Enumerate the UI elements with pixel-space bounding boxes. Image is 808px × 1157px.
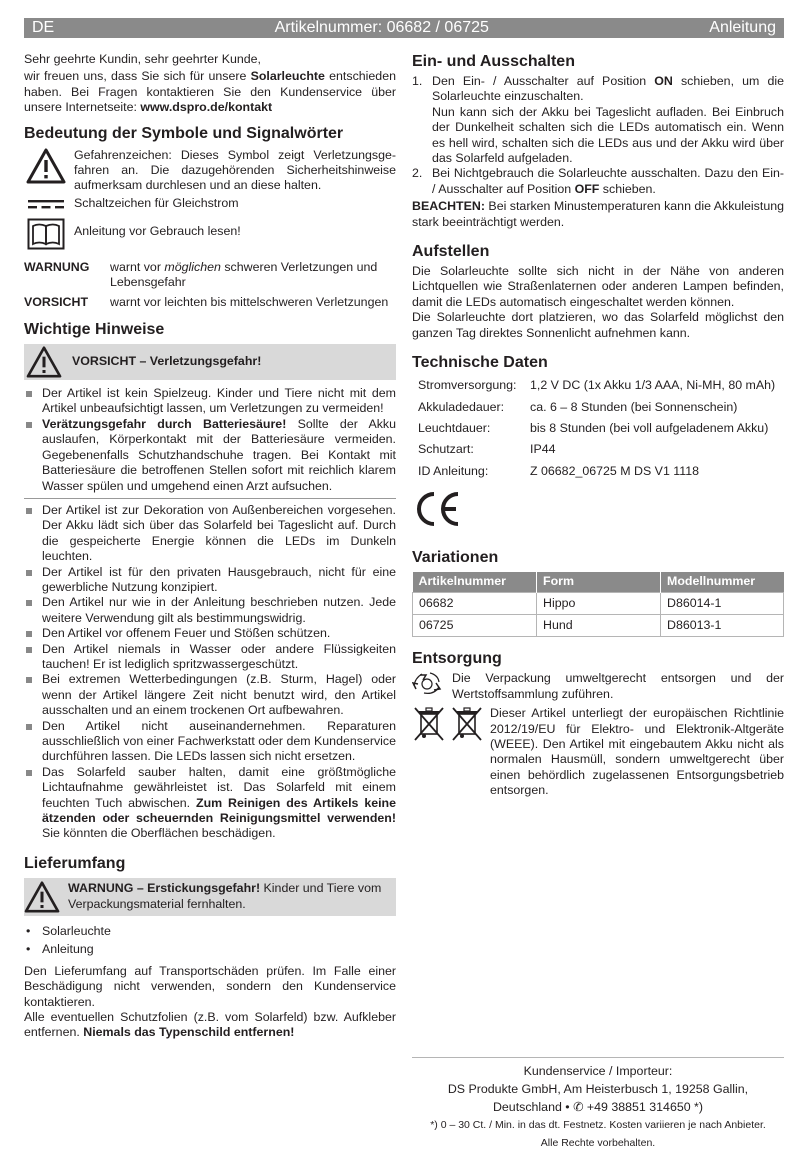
footer-line: DS Produkte GmbH, Am Heisterbusch 1, 19258 Gallin, <box>447 1082 749 1096</box>
onoff-steps <box>412 74 784 197</box>
scope-heading: Lieferumfang <box>24 854 126 872</box>
intro-text-1: wir freuen uns, dass Sie sich für unsere <box>24 69 251 84</box>
symbol-dc-row <box>24 196 396 212</box>
step2-text-2: schieben. <box>599 181 656 196</box>
tech-key: ID Anleitung: <box>418 463 489 478</box>
intro-paragraph <box>24 69 396 115</box>
read-manual-icon <box>24 218 68 250</box>
column-header: Form <box>537 572 661 592</box>
scope-p2-text: Alle eventuellen Schutzfolien (z.B. vom Solarfeld) bzw. Aufkleber entfernen. <box>24 1010 396 1040</box>
cleaning-text-2: Sie könnten die Oberflächen beschädigen. <box>42 826 276 841</box>
setup-heading: Aufstellen <box>412 243 490 261</box>
weee-text: Dieser Artikel unterliegt der europäischen Richtlinie 2012/19/EU für Elektro- und Elektronik-Altgeräte (WEEE). Den Artikel mit eingebautem Akku nicht als normalen Hausmüll, sondern umweltgerecht über einen behördlich zugelassenen Entsorgungsbetrieb entsorgen. <box>490 706 784 798</box>
tech-table <box>418 375 775 482</box>
intro-text-2: entschieden haben. Bei Fragen kontaktieren Sie den Kundenservice über unsere Internetseite: <box>24 69 396 115</box>
cleaning-text-1: Das Solarfeld sauber halten, damit eine größtmögliche Lichtaufnahme gewährleistet ist. Das Solarfeld mit einem feuchten Tuch abwischen. <box>42 764 396 810</box>
disposal-heading: Entsorgung <box>412 650 502 668</box>
cleaning-text-bold: Zum Reinigen des Artikels keine ätzenden oder scheuernden Reinigungsmittel verwenden! <box>42 795 397 826</box>
caution-bar-text: VORSICHT – Verletzungsgefahr! <box>72 354 262 369</box>
signal-warning-key: WARNUNG <box>24 259 90 274</box>
ce-mark-icon <box>414 490 784 530</box>
table-row <box>418 375 775 396</box>
variations-table <box>412 572 784 637</box>
note-text: Bei starken Minustemperaturen kann die Akkuleistung stark beeinträchtigt werden. <box>412 199 784 229</box>
warning-bar-text <box>68 881 396 912</box>
warning-triangle-icon <box>24 346 64 378</box>
symbol-manual-row <box>24 218 396 250</box>
table-row <box>418 418 775 439</box>
symbol-dc-text: Schaltzeichen für Gleichstrom <box>74 195 239 210</box>
list-item <box>412 166 784 197</box>
warning-triangle-icon <box>24 881 60 913</box>
table-header-row <box>413 572 784 592</box>
signal-warning-row <box>24 260 396 291</box>
setup-paragraph-2: Die Solarleuchte dort platzieren, wo das Solarfeld möglichst den ganzen Tag direktes Sonnenlicht aufnehmen kann. <box>412 310 784 340</box>
table-cell: 06682 <box>413 592 537 614</box>
contact-url[interactable]: www.dspro.de/kontakt <box>140 100 273 115</box>
step1-text-2: schieben, um die Solarleuchte einzuschalten. <box>432 74 784 104</box>
tech-value: bis 8 Stunden (bei voll aufgeladenem Akku) <box>530 420 769 435</box>
scope-p2-bold: Niemals das Typenschild entfernen! <box>83 1025 295 1040</box>
warn-text-2: schweren Verletzungen und Lebensgefahr <box>110 259 378 290</box>
caution-bar <box>24 344 396 380</box>
footer-phone-line <box>412 1098 784 1116</box>
signal-warning-text <box>110 260 396 291</box>
table-row <box>418 461 775 482</box>
list-item: Der Artikel ist zur Dekoration von Außenbereichen vorgesehen. Der Akku lädt sich über das Solarfeld bei Tageslicht auf. Durch die gespeicherte Energie können die LEDs im Dunkeln leuchten. <box>24 503 396 565</box>
column-header: Modellnummer <box>661 572 784 592</box>
direct-current-icon <box>24 196 68 212</box>
intro-greeting: Sehr geehrte Kundin, sehr geehrter Kunde, <box>24 52 261 66</box>
hints-list-2 <box>24 503 396 842</box>
hints-list-1 <box>24 386 396 494</box>
list-item: • Anleitung <box>24 940 396 958</box>
table-row <box>413 592 784 614</box>
language-code: DE <box>32 19 55 37</box>
signal-caution-key: VORSICHT <box>24 294 89 309</box>
table-cell: D86014-1 <box>661 592 784 614</box>
scope-paragraph-1: Den Lieferumfang auf Transportschäden prüfen. Im Falle einer Beschädigung nicht verwenden, sondern den Kundenservice kontaktieren. <box>24 963 396 1009</box>
table-cell: D86013-1 <box>661 614 784 636</box>
packaging-text: Die Verpackung umweltgerecht entsorgen und der Wertstoffsammlung zuführen. <box>452 671 784 701</box>
right-column <box>412 52 784 799</box>
table-row <box>413 614 784 636</box>
onoff-heading: Ein- und Ausschalten <box>412 53 575 70</box>
left-column <box>24 52 396 1041</box>
step1-on: ON <box>654 74 673 88</box>
warning-triangle-icon <box>24 148 68 184</box>
weee-row <box>412 706 784 798</box>
divider <box>24 498 396 499</box>
list-item: Der Artikel ist für den privaten Hausgebrauch, nicht für eine gewerbliche Nutzung konzipiert. <box>24 565 396 596</box>
suffocation-bold: WARNUNG – Erstickungsgefahr! <box>68 881 261 896</box>
packaging-row <box>412 671 784 702</box>
symbols-heading: Bedeutung der Symbole und Signalwörter <box>24 124 344 142</box>
warn-text-1: warnt vor <box>110 259 165 274</box>
onoff-note <box>412 199 784 230</box>
table-row <box>418 397 775 418</box>
table-cell: 06725 <box>413 614 537 636</box>
symbol-danger-row <box>24 148 396 194</box>
warning-bar <box>24 878 396 916</box>
list-item: Den Artikel niemals in Wasser oder andere Flüssigkeiten tauchen! Er ist lediglich spritzwassergeschützt. <box>24 642 396 673</box>
warn-text-em: möglichen <box>164 259 221 274</box>
weee-icons <box>412 706 490 798</box>
step1-text-1: Den Ein- / Ausschalter auf Position <box>432 74 655 88</box>
recycling-icon <box>412 671 452 702</box>
tech-value: Z 06682_06725 M DS V1 1118 <box>530 463 699 478</box>
scope-paragraph-2 <box>24 1010 396 1041</box>
acid-warning-bold: Verätzungsgefahr durch Batteriesäure! <box>42 416 287 431</box>
tech-key: Leuchtdauer: <box>418 420 491 435</box>
footer-rights: Alle Rechte vorbehalten. <box>540 1137 656 1149</box>
list-item: Den Artikel nicht auseinandernehmen. Reparaturen ausschließlich von einer Fachwerkstatt oder dem Kundenservice durchführen lassen. Die LEDs lassen sich nicht ersetzen. <box>24 719 396 765</box>
list-item: Der Artikel ist kein Spielzeug. Kinder und Tiere nicht mit dem Artikel unbeaufsichtigt lassen, um Verletzungen zu vermeiden! <box>24 386 396 417</box>
crossed-bin-icon <box>412 706 446 742</box>
list-item: Bei extremen Wetterbedingungen (z.B. Sturm, Hagel) oder wenn der Artikel längere Zeit nicht benutzt wird, den Artikel ausschalten und an einem trockenen Ort aufbewahren. <box>24 672 396 718</box>
table-row <box>418 439 775 460</box>
tech-key: Schutzart: <box>418 442 474 457</box>
footer-line: Kundenservice / Importeur: <box>523 1064 673 1078</box>
table-cell: Hippo <box>537 592 661 614</box>
step2-off: OFF <box>574 181 600 196</box>
signal-caution-text: warnt vor leichten bis mittelschweren Verletzungen <box>110 294 389 309</box>
step2-text-1: Bei Nichtgebrauch die Solarleuchte ausschalten. Dazu den Ein- / Ausschalter auf Position <box>432 166 784 196</box>
footer <box>412 1057 784 1152</box>
list-item: Den Artikel vor offenem Feuer und Stößen schützen. <box>24 626 396 641</box>
phone-icon: ✆ <box>573 1100 587 1114</box>
symbol-manual-text: Anleitung vor Gebrauch lesen! <box>74 223 241 238</box>
list-item <box>24 765 396 842</box>
acid-warning-text: Sollte der Akku auslaufen, Körperkontakt mit der Batteriesäure vermeiden. Gegebenenfalls Schutzhandschuhe tragen. Bei Kontakt mit Batteriesäure die betroffenen Stellen sofort mit reichlich klarem Wasser spülen und umgehend einen Arzt aufsuchen. <box>42 416 396 493</box>
list-item: • Solarleuchte <box>24 922 396 940</box>
step-number: 1. <box>412 74 423 88</box>
suffocation-text: Kinder und Tiere vom Verpackungsmaterial fernhalten. <box>68 881 382 911</box>
scope-list <box>24 922 396 958</box>
setup-paragraph-1: Die Solarleuchte sollte sich nicht in der Nähe von anderen Lichtquellen wie Straßenlaternen oder anderen Lampen befinden, damit die LEDs automatisch eingeschaltet werden können. <box>412 264 784 309</box>
table-cell: Hund <box>537 614 661 636</box>
list-item <box>24 417 396 494</box>
note-label: BEACHTEN: <box>412 199 485 214</box>
tech-value: ca. 6 – 8 Stunden (bei Sonnenschein) <box>530 399 738 414</box>
tech-key: Stromversorgung: <box>418 378 517 393</box>
header-bar <box>24 18 784 38</box>
variations-heading: Variationen <box>412 549 499 567</box>
step1-detail: Nun kann sich der Akku bei Tageslicht aufladen. Bei Einbruch der Dunkelheit schalten sich die LEDs automatisch ein. Wenn es hell wird, schalten sich die LEDs aus und der Akku wird über das Solarfeld aufgeladen. <box>432 104 784 166</box>
signal-caution-row <box>24 295 396 310</box>
hints-heading: Wichtige Hinweise <box>24 321 165 339</box>
list-item: Den Artikel nur wie in der Anleitung beschrieben nutzen. Jede weitere Verwendung gilt als bestimmungswidrig. <box>24 595 396 626</box>
intro-product: Solarleuchte <box>250 69 325 84</box>
footer-cost-note: *) 0 – 30 Ct. / Min. in das dt. Festnetz. Kosten variieren je nach Anbieter. <box>430 1119 766 1131</box>
symbol-danger-text: Gefahrenzeichen: Dieses Symbol zeigt Verletzungsgefahren an. Die dazugehörenden Sicherheitshinweise aufmerksam durchlesen und an diese halten. <box>74 147 396 193</box>
crossed-battery-bin-icon <box>450 706 484 742</box>
article-number: Artikelnummer: 06682 / 06725 <box>274 19 489 37</box>
step-number: 2. <box>412 166 423 181</box>
tech-heading: Technische Daten <box>412 354 548 372</box>
document-type: Anleitung <box>709 19 776 37</box>
tech-value: IP44 <box>530 442 556 457</box>
tech-value: 1,2 V DC (1x Akku 1/3 AAA, Ni-MH, 80 mAh) <box>530 378 776 393</box>
tech-key: Akkuladedauer: <box>418 399 505 414</box>
footer-country: Deutschland • <box>492 1100 574 1114</box>
footer-phone: +49 38851 314650 *) <box>586 1100 704 1114</box>
list-item <box>412 74 784 166</box>
column-header: Artikelnummer <box>413 572 537 592</box>
